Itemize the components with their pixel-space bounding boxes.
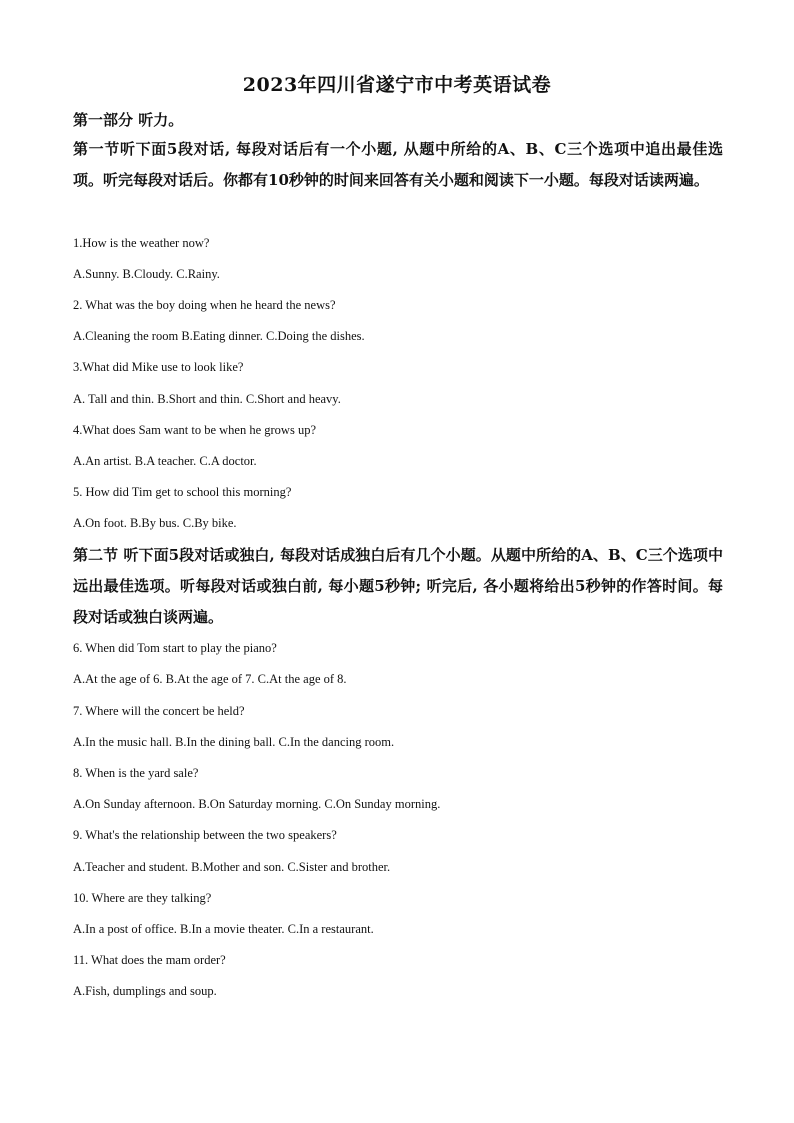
question-7: 7. Where will the concert be held? bbox=[73, 704, 245, 718]
options-7: A.In the music hall. B.In the dining ball. C.In the dancing room. bbox=[73, 735, 395, 749]
section1-instructions: 第一节听下面5段对话, 每段对话后有一个小题, 从题中所给的A、B、C三个选项中追出最佳选项。听完每段对话后。你都有10秒钟的时间来回答有关小题和阅读下一小题。每段对话读两遍。 bbox=[73, 140, 723, 189]
options-8: A.On Sunday afternoon. B.On Saturday morning. C.On Sunday morning. bbox=[73, 797, 441, 811]
question-2: 2. What was the boy doing when he heard the news? bbox=[73, 298, 336, 312]
question-8: 8. When is the yard sale? bbox=[73, 766, 199, 780]
question-6: 6. When did Tom start to play the piano? bbox=[73, 641, 277, 655]
part1-heading: 第一部分 听力。 bbox=[73, 111, 184, 129]
question-11: 11. What does the mam order? bbox=[73, 953, 226, 967]
options-5: A.On foot. B.By bus. C.By bike. bbox=[73, 516, 237, 530]
section2-instructions: 第二节 听下面5段对话或独白, 每段对话成独白后有几个小题。从题中所给的A、B、C三个选项中远出最佳选项。听每段对话或独白前, 每小题5秒钟; 听完后, 各小题将给出5秒钟的作答时间。每段对话或独白谈两遍。 bbox=[73, 546, 723, 626]
options-6: A.At the age of 6. B.At the age of 7. C.At the age of 8. bbox=[73, 672, 347, 686]
page-title: 2023年四川省遂宁市中考英语试卷 bbox=[242, 74, 552, 96]
question-3: 3.What did Mike use to look like? bbox=[73, 360, 244, 374]
question-1: 1.How is the weather now? bbox=[73, 236, 210, 250]
options-2: A.Cleaning the room B.Eating dinner. C.Doing the dishes. bbox=[73, 329, 365, 343]
options-1: A.Sunny. B.Cloudy. C.Rainy. bbox=[73, 267, 220, 281]
question-4: 4.What does Sam want to be when he grows up? bbox=[73, 423, 316, 437]
question-10: 10. Where are they talking? bbox=[73, 891, 212, 905]
options-11: A.Fish, dumplings and soup. bbox=[73, 984, 217, 998]
options-3: A. Tall and thin. B.Short and thin. C.Short and heavy. bbox=[73, 392, 341, 406]
options-10: A.In a post of office. B.In a movie theater. C.In a restaurant. bbox=[73, 922, 374, 936]
options-4: A.An artist. B.A teacher. C.A doctor. bbox=[73, 454, 257, 468]
options-9: A.Teacher and student. B.Mother and son. C.Sister and brother. bbox=[73, 860, 391, 874]
question-9: 9. What's the relationship between the two speakers? bbox=[73, 828, 337, 842]
question-5: 5. How did Tim get to school this morning? bbox=[73, 485, 292, 499]
